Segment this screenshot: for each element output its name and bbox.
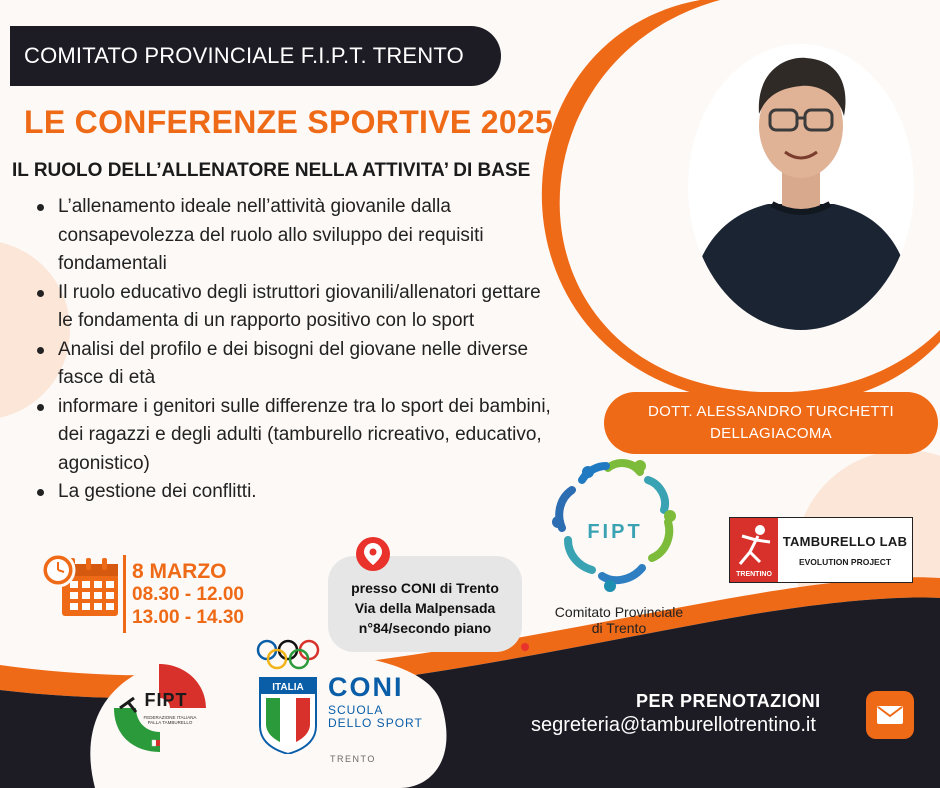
calendar-icon: [40, 550, 120, 618]
speaker-name-badge: [604, 392, 938, 454]
list-item: La gestione dei conflitti.: [34, 478, 554, 507]
comitato-caption-line1: Comitato Provinciale: [554, 604, 684, 620]
tamburello-lab-title: TAMBURELLO LAB: [782, 533, 908, 549]
fipt-comitato-logo: [548, 458, 682, 598]
list-item: L’allenamento ideale nell’attività giovanile dalla consapevolezza del ruolo allo sviluppo dei requisiti fondamentali: [34, 193, 554, 279]
venue-line3: n°84/secondo piano: [358, 620, 492, 636]
speaker-photo: [688, 44, 914, 330]
schedule: [132, 560, 244, 629]
fipt-small-letters: FIPT: [144, 690, 188, 710]
coni-subtitle-line1: SCUOLA: [328, 703, 384, 717]
event-title: LE CONFERENZE SPORTIVE 2025: [24, 104, 554, 140]
coni-wordmark: CONI: [328, 672, 404, 702]
list-item: Analisi del profilo e dei bisogni del giovane nelle diverse fasce di età: [34, 336, 554, 393]
event-subtitle: IL RUOLO DELL’ALLENATORE NELLA ATTIVITA’ DI BASE: [12, 160, 531, 181]
clock-icon: [42, 554, 74, 586]
speaker-name-line1: DOTT. ALESSANDRO TURCHETTI: [648, 403, 894, 420]
list-item: Il ruolo educativo degli istruttori giovanili/allenatori gettare le fondamenta di un rapporto positivo con lo sport: [34, 279, 554, 336]
header-title: COMITATO PROVINCIALE F.I.P.T. TRENTO: [24, 43, 464, 68]
italia-label: ITALIA: [272, 682, 304, 693]
event-date: 8 MARZO: [132, 560, 227, 583]
comitato-caption-line2: di Trento: [591, 620, 647, 636]
booking-email-link[interactable]: segreteria@tamburellotrentino.it: [531, 714, 816, 736]
olympic-rings-icon: [255, 638, 321, 672]
venue-line1: presso CONI di Trento: [351, 580, 499, 596]
tamburello-badge-text: TRENTINO: [736, 571, 772, 578]
mail-icon[interactable]: [866, 691, 914, 739]
location-pin-icon: [356, 537, 390, 571]
comitato-caption: [536, 604, 702, 636]
time-slot-morning: 08.30 - 12.00: [132, 584, 244, 605]
list-item: informare i genitori sulle differenze tra lo sport dei bambini, dei ragazzi e degli adulti (tamburello ricreativo, educativo, agonistico): [34, 393, 554, 479]
tamburello-lab-subtitle: EVOLUTION PROJECT: [798, 556, 892, 567]
topics-list: [34, 193, 554, 507]
italia-shield-logo: [258, 676, 318, 754]
tamburello-player-icon: [730, 518, 778, 582]
date-divider: [123, 555, 126, 633]
fipt-federation-logo: [110, 662, 208, 754]
tamburello-lab-logo: [729, 517, 913, 583]
time-slot-afternoon: 13.00 - 14.30: [132, 607, 244, 628]
venue-box: [328, 556, 522, 652]
booking-label: PER PRENOTAZIONI: [636, 691, 821, 711]
header-banner: [10, 26, 501, 86]
fipt-logo-letters: FIPT: [587, 521, 643, 543]
timeline-dot: [521, 643, 529, 651]
fipt-federation-caption: FEDERAZIONE ITALIANA PALLA TAMBURELLO: [143, 715, 197, 725]
venue-line2: Via della Malpensada: [354, 600, 496, 616]
coni-subtitle-line2: DELLO SPORT: [328, 716, 423, 730]
speaker-name-line2: DELLAGIACOMA: [710, 425, 832, 442]
coni-city: TRENTO: [330, 754, 376, 764]
coni-subtitle: [328, 704, 423, 730]
